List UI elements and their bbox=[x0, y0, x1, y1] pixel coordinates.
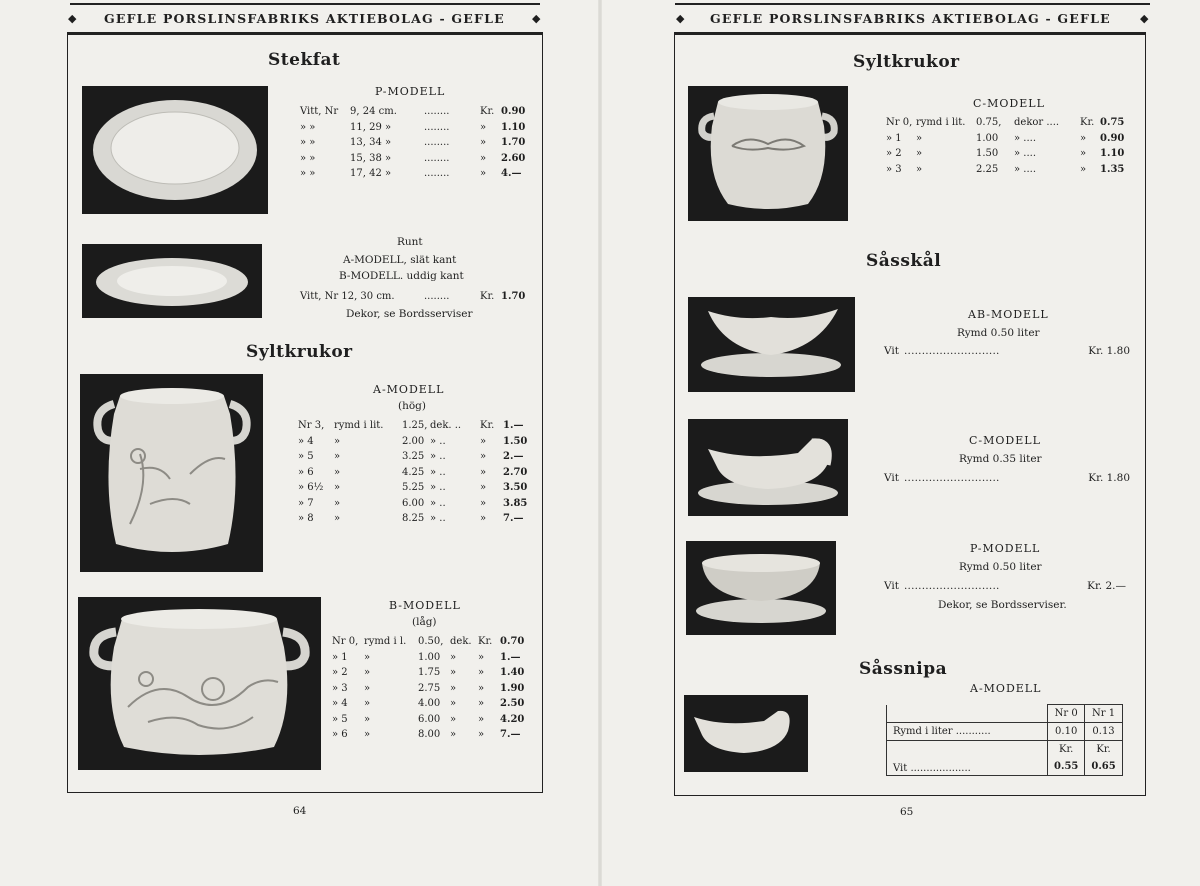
section-title-syltkrukor: Syltkrukor bbox=[853, 52, 960, 72]
model-label: P-MODELL bbox=[375, 85, 446, 98]
price-row: » 5 » 6.00 » » 4.20 bbox=[332, 713, 525, 725]
p-rymd: Rymd 0.50 liter bbox=[959, 561, 1042, 573]
header-rule-top bbox=[70, 3, 540, 5]
price-row: Vitt, Nr 9, 24 cm. ........ Kr. 0.90 bbox=[300, 106, 526, 117]
table-row: Vit ................... Kr. Kr. bbox=[887, 741, 1123, 759]
price-row: » 5 » 3.25 » .. » 2.— bbox=[298, 451, 524, 462]
page-header: GEFLE PORSLINSFABRIKS AKTIEBOLAG - GEFLE bbox=[104, 11, 505, 26]
price-row: » » 11, 29 » ........ » 1.10 bbox=[300, 121, 526, 133]
price-row: » 4 » 2.00 » .. » 1.50 bbox=[298, 435, 528, 447]
runt-label: Runt bbox=[397, 236, 423, 248]
table-row: Nr 0 Nr 1 bbox=[887, 705, 1123, 723]
price-row: Nr 0, rymd i lit. 0.75, dekor .... Kr. 0.75 bbox=[886, 117, 1125, 128]
ab-sauce-bowl-image bbox=[688, 297, 855, 392]
photo-oval-platter bbox=[82, 86, 268, 214]
ab-modell-label: AB-MODELL bbox=[968, 308, 1049, 321]
price-row: » 7 » 6.00 » .. » 3.85 bbox=[298, 497, 528, 509]
photo-round-plate bbox=[82, 244, 262, 318]
price-row: » 8 » 8.25 » .. » 7.— bbox=[298, 513, 524, 524]
c-gravy-boat-image bbox=[688, 419, 848, 516]
photo-c-gravy-boat bbox=[688, 419, 848, 516]
a-model-label: A-MODELL, slät kant bbox=[343, 254, 457, 266]
photo-sauce-boat bbox=[684, 695, 808, 772]
c-modell-label: C-MODELL bbox=[973, 97, 1045, 110]
c-jar-image bbox=[688, 86, 848, 221]
stekfat-price-list bbox=[300, 104, 540, 182]
sassnipa-price-table bbox=[886, 704, 1123, 776]
price-row: » 6 » 8.00 » » 7.— bbox=[332, 729, 521, 740]
page-number: 64 bbox=[293, 805, 307, 817]
price-row: » 1 » 1.00 » .... » 0.90 bbox=[886, 132, 1125, 144]
a-modell-label: A-MODELL bbox=[970, 682, 1042, 695]
price-row: » 4 » 4.00 » » 2.50 bbox=[332, 698, 525, 709]
page-header: GEFLE PORSLINSFABRIKS AKTIEBOLAG - GEFLE bbox=[710, 11, 1111, 26]
price-row: » » 15, 38 » ........ » 2.60 bbox=[300, 152, 526, 164]
tall-jar-image bbox=[80, 374, 263, 572]
price-row: » » 13, 34 » ........ » 1.70 bbox=[300, 137, 526, 148]
diamond-icon: ◆ bbox=[68, 12, 77, 25]
runt-price-row bbox=[300, 289, 540, 305]
p-price-line: Vit ........................... Kr. 2.— bbox=[884, 580, 1126, 592]
ab-rymd: Rymd 0.50 liter bbox=[957, 327, 1040, 339]
p-sauce-bowl-image bbox=[686, 541, 836, 635]
section-title-sasskal: Såsskål bbox=[866, 251, 942, 271]
syltkrukor-a-price-list bbox=[298, 418, 538, 527]
sauce-boat-image bbox=[684, 695, 808, 772]
price-row: » 1 » 1.00 » » 1.— bbox=[332, 651, 521, 663]
oval-platter-image bbox=[82, 86, 268, 214]
price-row: » 3 » 2.75 » » 1.90 bbox=[332, 682, 525, 694]
a-modell-sub: (hög) bbox=[398, 400, 426, 412]
price-row: » 6½ » 5.25 » .. » 3.50 bbox=[298, 482, 528, 493]
photo-tall-jar bbox=[80, 374, 263, 572]
right-page bbox=[600, 0, 1200, 886]
price-row: Nr 0, rymd i l. 0.50, dek. Kr. 0.70 bbox=[332, 636, 525, 647]
diamond-icon: ◆ bbox=[532, 12, 541, 25]
diamond-icon: ◆ bbox=[676, 12, 685, 25]
table-row: 0.55 0.65 bbox=[887, 758, 1123, 776]
c-price-line: Vit ........................... Kr. 1.80 bbox=[884, 472, 1130, 484]
section-title-syltkrukor: Syltkrukor bbox=[246, 342, 353, 362]
dekor-note: Dekor, se Bordsserviser. bbox=[938, 599, 1067, 611]
a-modell-label: A-MODELL bbox=[373, 383, 445, 396]
section-title-stekfat: Stekfat bbox=[268, 50, 341, 70]
round-plate-image bbox=[82, 244, 262, 318]
photo-p-sauce-bowl bbox=[686, 541, 836, 635]
p-modell-label: P-MODELL bbox=[970, 542, 1041, 555]
table-row: Rymd i liter ........... 0.10 0.13 bbox=[887, 723, 1123, 741]
b-modell-label: B-MODELL bbox=[389, 599, 461, 612]
c-rymd: Rymd 0.35 liter bbox=[959, 453, 1042, 465]
page-number: 65 bbox=[900, 806, 914, 818]
price-row: » 2 » 1.50 » .... » 1.10 bbox=[886, 148, 1125, 159]
price-row: Vitt, Nr 12, 30 cm. ........ Kr. 1.70 bbox=[300, 291, 526, 302]
header-rule-top bbox=[675, 3, 1150, 5]
price-row: » 6 » 4.25 » .. » 2.70 bbox=[298, 466, 528, 478]
syltkrukor-b-price-list bbox=[332, 634, 542, 743]
low-jar-image bbox=[78, 597, 321, 770]
photo-low-jar bbox=[78, 597, 321, 770]
price-row: » 2 » 1.75 » » 1.40 bbox=[332, 667, 525, 678]
photo-c-jar bbox=[688, 86, 848, 221]
price-row: » » 17, 42 » ........ » 4.— bbox=[300, 168, 522, 179]
c-modell-label: C-MODELL bbox=[969, 434, 1041, 447]
dekor-note: Dekor, se Bordsserviser bbox=[346, 308, 473, 320]
section-title-sassnipa: Såssnipa bbox=[859, 659, 948, 679]
diamond-icon: ◆ bbox=[1140, 12, 1149, 25]
photo-ab-sauce-bowl bbox=[688, 297, 855, 392]
b-model-label: B-MODELL. uddig kant bbox=[339, 270, 464, 282]
price-row: » 3 » 2.25 » .... » 1.35 bbox=[886, 163, 1125, 175]
syltkrukor-c-price-list bbox=[886, 115, 1146, 177]
ab-price-line: Vit ........................... Kr. 1.80 bbox=[884, 345, 1130, 357]
price-row: Nr 3, rymd i lit. 1.25, dek. .. Kr. 1.— bbox=[298, 420, 524, 431]
b-modell-sub: (låg) bbox=[412, 616, 437, 628]
